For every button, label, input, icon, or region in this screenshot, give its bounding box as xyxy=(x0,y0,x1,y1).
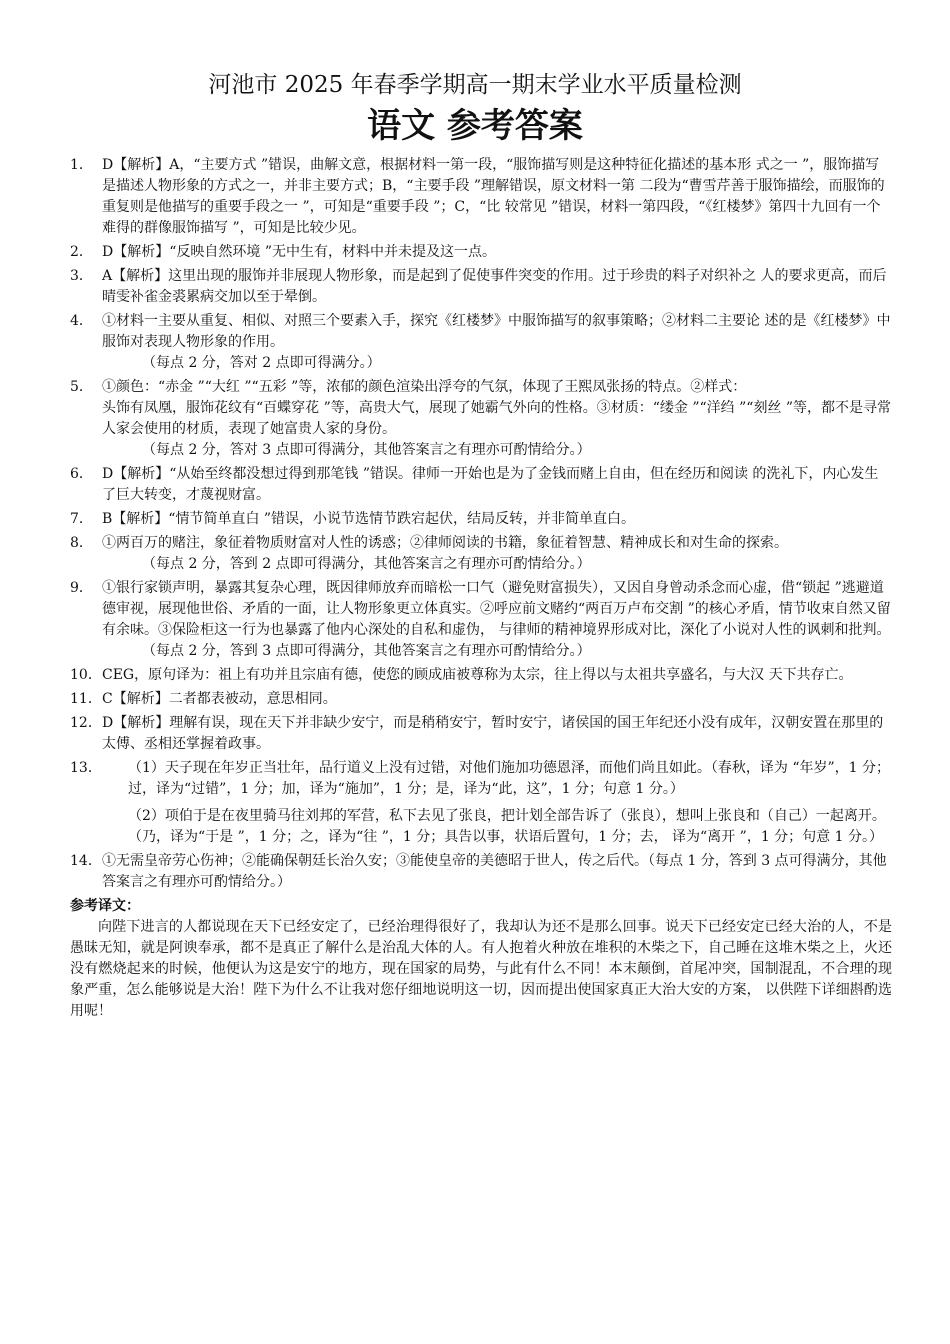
answer-item-14 xyxy=(70,851,892,893)
answer-item-9 xyxy=(70,578,892,662)
answer-item-12 xyxy=(70,713,892,755)
answer-number: 4． xyxy=(70,313,93,329)
answer-number: 5． xyxy=(70,379,93,395)
answer-number: 2． xyxy=(70,244,93,260)
answer-number: 12． xyxy=(70,715,102,731)
answer-text-continued: 头饰有凤凰，服饰花纹有“百蝶穿花 ”等，高贵大气，展现了她霸气外向的性格。③材质：“缕金 ”“洋绉 ”“刻丝 ”等，都不是寻常人家会使用的材质，表现了她富贵人家的身份。 xyxy=(102,400,892,437)
scoring-note: （每点 2 分，答对 3 点即可得满分，其他答案言之有理亦可酌情给分。） xyxy=(142,442,591,458)
answer-text: CEG，原句译为：祖上有功并且宗庙有德，使您的顾成庙被尊称为太宗，往上得以与太祖共享盛名，与大汉 天下共存亡。 xyxy=(102,667,853,683)
answer-number: 13． xyxy=(70,760,102,776)
answer-text: A【解析】这里出现的服饰并非展现人物形象，而是起到了促使事件突变的作用。过于珍贵的料子对织补之 人的要求更高，而后晴雯补雀金裘累病交加以至于晕倒。 xyxy=(102,268,887,305)
answer-text: D【解析】A，“主要方式 ”错误，曲解文意，根据材料一第一段，“服饰描写则是这种特征化描述的基本形 式之一 ”，服饰描写是描述人物形象的方式之一，并非主要方式；B，“主要手段 ”理解错误，原文材料一第 二段为“曹雪芹善于服饰描绘，而服饰的重复则是他描写的重要手段之一 ”，可知是“重要手段 ”；C，“比 较常见 ”错误，材料一第四段，“《红楼梦》第四十九回有一个难得的群像服饰描写 ”，可知是比较少见。 xyxy=(102,157,885,236)
answer-number: 7． xyxy=(70,511,93,527)
answer-number: 10． xyxy=(70,667,102,683)
answer-item-2 xyxy=(70,242,892,263)
answer-item-4 xyxy=(70,311,892,374)
translation-body: 向陛下进言的人都说现在天下已经安定了，已经治理得很好了，我却认为还不是那么回事。说天下已经安定已经大治的人，不是愚昧无知，就是阿谀奉承，都不是真正了解什么是治乱大体的人。有人抱着火种放在堆积的木柴之下，自己睡在这堆木柴之上，火还没有燃烧起来的时候，他便认为这是安宁的地方，现在国家的局势，与此有什么不同！本末颠倒，首尾冲突，国制混乱，不合理的现象严重，怎么能够说是大治！陛下为什么不让我对您仔细地说明这一切，因而提出使国家真正大治大安的方案， 以供陛下详细斟酌选用呢！ xyxy=(70,919,892,1019)
answer-number: 1． xyxy=(70,157,93,173)
answer-text: C【解析】二者都表被动，意思相同。 xyxy=(102,691,337,707)
scoring-note: （每点 2 分，答到 2 点即可得满分，其他答案言之有理亦可酌情给分。） xyxy=(142,556,591,572)
answer-item-13 xyxy=(70,758,892,848)
answer-text: ①无需皇帝劳心伤神；②能确保朝廷长治久安；③能使皇帝的美德昭于世人，传之后代。（每点 1 分，答到 3 点可得满分，其他答案言之有理亦可酌情给分。） xyxy=(102,853,887,890)
answer-list xyxy=(70,155,892,1022)
answer-subitem-1: （1）天子现在年岁正当壮年，品行道义上没有过错，对他们施加功德恩泽，而他们尚且如此。（春秋，译为 “年岁”，1 分；过，译为“过错”，1 分；加，译为“施加”，1 分；是，译为“此，这”，1 分；句意 1 分。） xyxy=(128,760,891,797)
answer-item-8 xyxy=(70,533,892,575)
scoring-note: （每点 2 分，答到 3 点即可得满分，其他答案言之有理亦可酌情给分。） xyxy=(142,643,591,659)
answer-item-1 xyxy=(70,155,892,239)
page-subtitle: 语文 参考答案 xyxy=(367,106,583,146)
answer-number: 3． xyxy=(70,268,93,284)
answer-number: 6． xyxy=(70,466,93,482)
answer-text: D【解析】“反映自然环境 ”无中生有，材料中并未提及这一点。 xyxy=(102,244,496,260)
answer-text: B【解析】“情节简单直白 ”错误，小说节选情节跌宕起伏，结局反转，并非简单直白。 xyxy=(102,511,636,527)
answer-text: ①两百万的赌注，象征着物质财富对人性的诱惑；②律师阅读的书籍，象征着智慧、精神成长和对生命的探索。 xyxy=(102,535,788,551)
answer-number: 14． xyxy=(70,853,102,869)
answer-text: ①材料一主要从重复、相似、对照三个要素入手，探究《红楼梦》中服饰描写的叙事策略；②材料二主要论 述的是《红楼梦》中服饰对表现人物形象的作用。 xyxy=(102,313,891,350)
answer-subitem-2: （2）项伯于是在夜里骑马往刘邦的军营，私下去见了张良，把计划全部告诉了（张良），想叫上张良和（自己）一起离开。（乃，译为“于是 ”，1 分；之，译为“往 ”，1 分；具告以事，状语后置句，1 分；去， 译为“离开 ”，1 分；句意 1 分。） xyxy=(128,808,886,845)
answer-item-3 xyxy=(70,266,892,308)
answer-text: ①颜色：“赤金 ”“大红 ”“五彩 ”等，浓郁的颜色渲染出浮夸的气氛，体现了王熙凤张扬的特点。②样式： xyxy=(102,379,747,395)
answer-item-6 xyxy=(70,464,892,506)
answer-text: ①银行家锁声明，暴露其复杂心理，既因律师放弃而暗松一口气（避免财富损失），又因自身曾动杀念而心虚，借“锁起 ”逃避道德审视，展现他世俗、矛盾的一面，让人物形象更立体真实。②呼应前文赌约“两百万卢布交割 ”的核心矛盾，情节收束自然又留有余味。③保险柜这一行为也暴露了他内心深处的自私和虚伪， 与律师的精神境界形成对比，深化了小说对人性的讽刺和批判。 xyxy=(102,580,891,638)
answer-item-5 xyxy=(70,377,892,461)
translation-heading: 参考译文： xyxy=(70,898,140,914)
answer-item-7 xyxy=(70,509,892,530)
answer-number: 11． xyxy=(70,691,102,707)
answer-number: 8． xyxy=(70,535,93,551)
answer-text: D【解析】“从始至终都没想过得到那笔钱 ”错误。律师一开始也是为了金钱而赌上自由，但在经历和阅读 的洗礼下，内心发生了巨大转变，才蔑视财富。 xyxy=(102,466,879,503)
answer-text: D【解析】理解有误，现在天下并非缺少安宁，而是稍稍安宁，暂时安宁，诸侯国的国王年纪还小没有成年，汉朝安置在那里的太傅、丞相还掌握着政事。 xyxy=(102,715,884,752)
answer-item-11 xyxy=(70,689,892,710)
answer-number: 9． xyxy=(70,580,93,596)
page-title: 河池市 2025 年春季学期高一期末学业水平质量检测 xyxy=(208,72,742,98)
scoring-note: （每点 2 分，答对 2 点即可得满分。） xyxy=(142,355,381,371)
answer-item-10 xyxy=(70,665,892,686)
